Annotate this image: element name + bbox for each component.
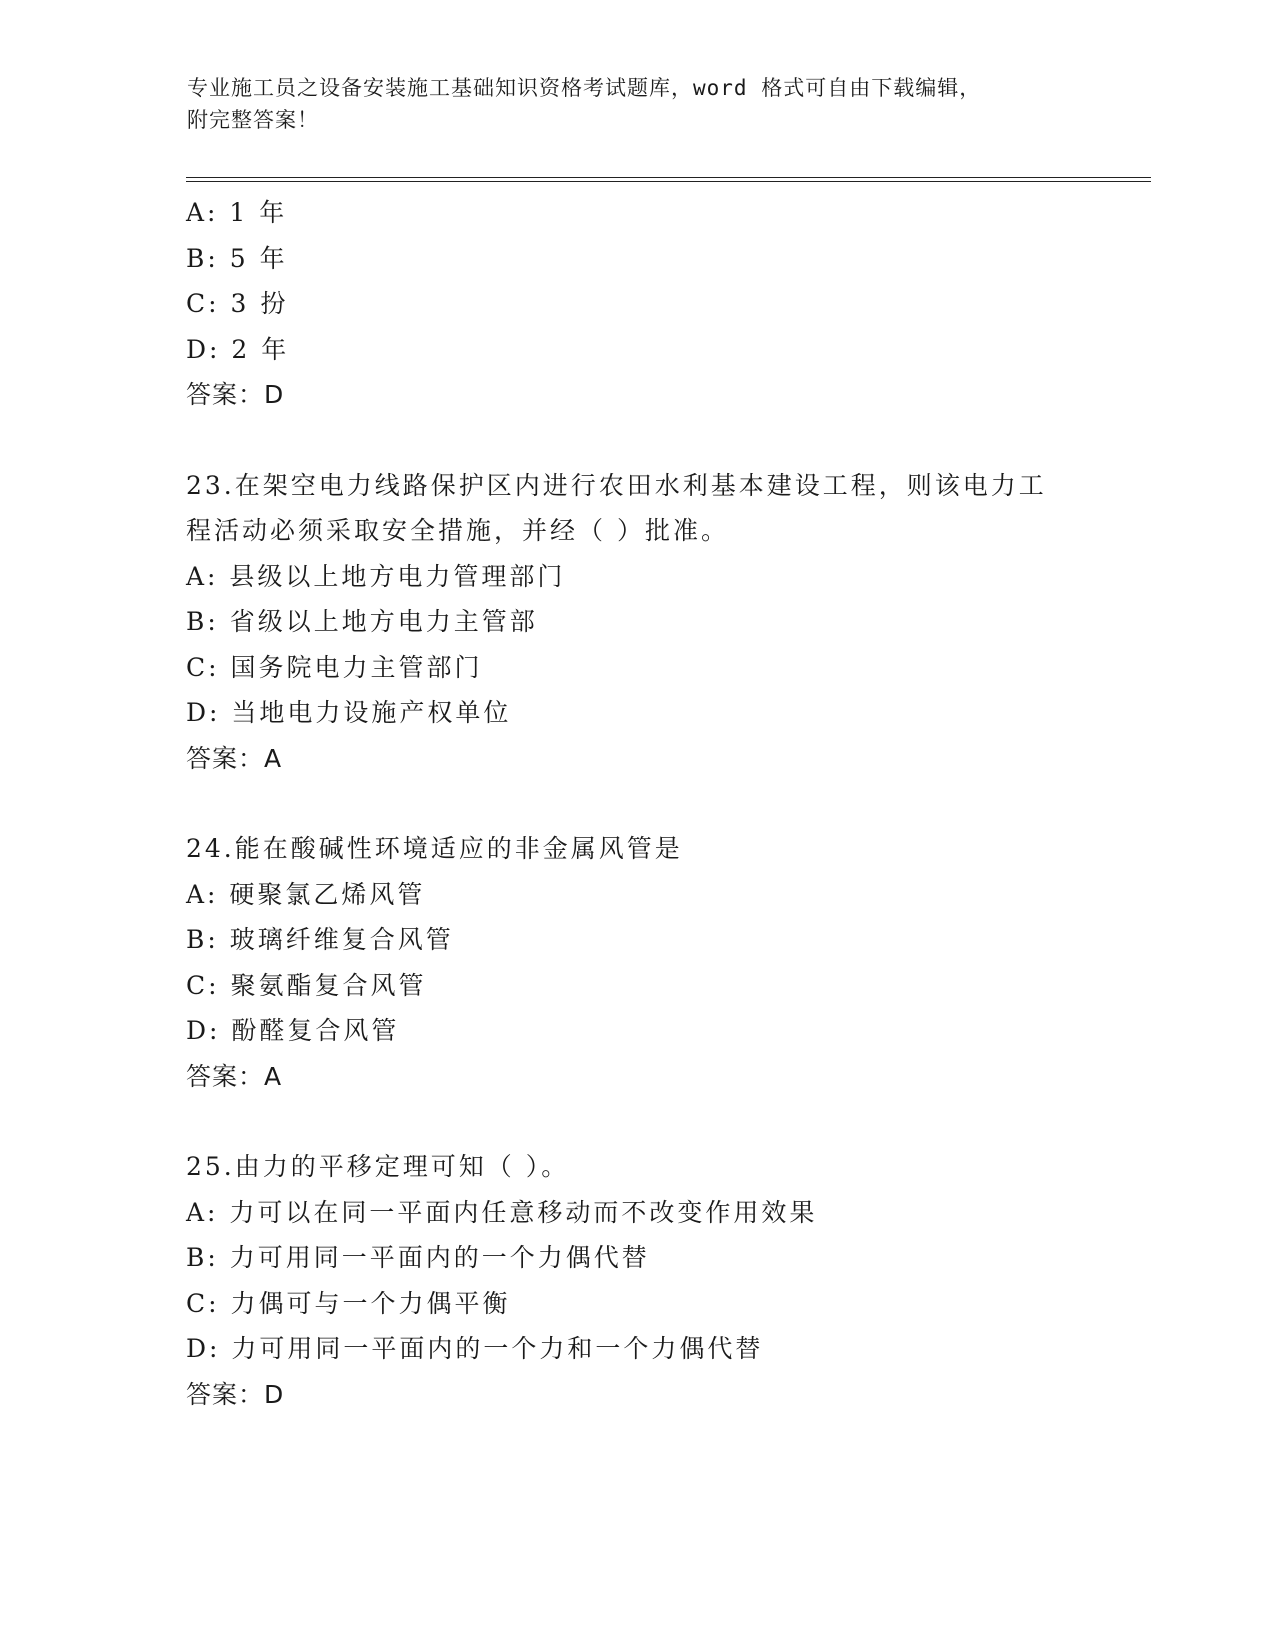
option-a: A: 1 年 (186, 198, 288, 227)
option-d: D: 力可用同一平面内的一个力和一个力偶代替 (186, 1334, 764, 1363)
option-c: C: 国务院电力主管部门 (186, 652, 483, 682)
spacer (186, 1099, 1146, 1144)
option-b: B: 力可用同一平面内的一个力偶代替 (186, 1243, 650, 1272)
option-b: B: 玻璃纤维复合风管 (186, 925, 454, 954)
answer-line: 答案：A (186, 743, 283, 773)
option-b: B: 5 年 (186, 243, 288, 273)
option-d: D: 酚醛复合风管 (186, 1016, 400, 1045)
question-block-prev (186, 190, 1146, 418)
option-a: A: 县级以上地方电力管理部门 (186, 561, 566, 591)
option-c: C: 力偶可与一个力偶平衡 (186, 1288, 511, 1318)
question-block-23 (186, 463, 1146, 782)
question-stem: 24.能在酸碱性环境适应的非金属风管是 (186, 834, 683, 863)
question-stem-continued: 程活动必须采取安全措施，并经（ ）批准。 (186, 516, 729, 545)
option-a: A: 力可以在同一平面内任意移动而不改变作用效果 (186, 1197, 818, 1227)
answer-line: 答案：D (186, 1379, 285, 1409)
question-block-24 (186, 826, 1146, 1099)
option-b: B: 省级以上地方电力主管部 (186, 607, 538, 636)
spacer (186, 418, 1146, 463)
option-d: D: 当地电力设施产权单位 (186, 698, 512, 727)
option-a: A: 硬聚氯乙烯风管 (186, 879, 426, 909)
question-stem: 23.在架空电力线路保护区内进行农田水利基本建设工程，则该电力工 (186, 470, 1047, 500)
header-divider-bottom (186, 181, 1151, 182)
option-c: C: 聚氨酯复合风管 (186, 970, 427, 1000)
question-list (186, 190, 1146, 1417)
question-block-25 (186, 1144, 1146, 1417)
header-line-2: 附完整答案！ (187, 108, 319, 132)
document-header (187, 72, 1087, 136)
header-divider-top (186, 177, 1151, 178)
spacer (186, 781, 1146, 826)
header-line-1: 专业施工员之设备安装施工基础知识资格考试题库，word 格式可自由下载编辑， (187, 76, 982, 100)
option-d: D: 2 年 (186, 334, 290, 364)
option-c: C: 3 扮 (186, 289, 289, 318)
answer-line: 答案：A (186, 1061, 283, 1091)
question-stem: 25.由力的平移定理可知（ ）。 (186, 1152, 570, 1181)
answer-line: 答案：D (186, 380, 285, 409)
